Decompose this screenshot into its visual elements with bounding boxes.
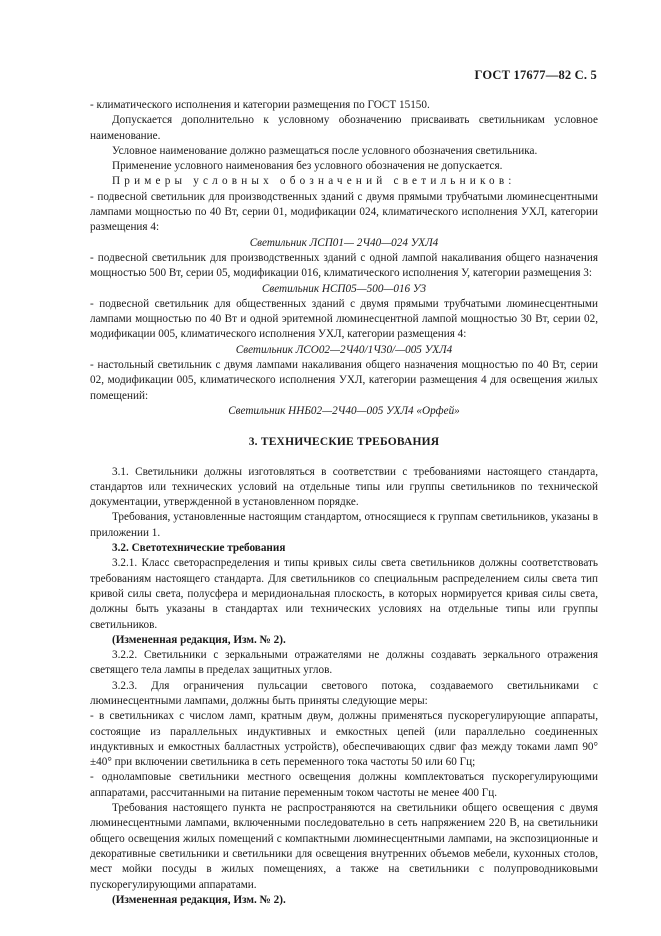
example-text: - настольный светильник с двумя лампами накаливания общего назначения мощностью по 40 Вт, серии 02, модификации 005, климатического исполнения УХЛ, категории размещения 4 для освещения жилых помещений: bbox=[90, 359, 598, 402]
paragraph: Допускается дополнительно к условному обозначению присваивать светильникам условное наименование. bbox=[90, 114, 598, 142]
example-text: - подвесной светильник для производственных зданий с одной лампой накаливания общего назначения мощностью 500 Вт, серии 05, модификации 016, климатического исполнения У, категории размещения 3: bbox=[90, 251, 598, 280]
paragraph: 3.2.1. Класс светораспределения и типы кривых силы света светильников должны соответствовать требованиям настоящего стандарта. Для светильников со специальным распределением силы света тип кривой силы света, полусфера и меридиональная плоскость, в которых нормируется кривая силы света, должны быть указаны в стандартах или технических условиях на отдельные типы или группы светильников. bbox=[90, 557, 598, 631]
examples-heading: Примеры условных обозначений светильников: bbox=[112, 175, 516, 188]
example-text: - подвесной светильник для общественных зданий с двумя прямыми трубчатыми люминесцентными лампами мощностью по 40 Вт и одной эритемной люминесцентной лампой мощностью 30 Вт, серии 02, модификации 005, климатического исполнения УХЛ, категории размещения 4: bbox=[90, 297, 598, 341]
paragraph: Требования, установленные настоящим стандартом, относящиеся к группам светильников, указаны в приложении 1. bbox=[90, 511, 598, 539]
example-formula: Светильник ЛСП01— 2Ч40—024 УХЛ4 bbox=[249, 236, 439, 249]
paragraph: 3.2.2. Светильники с зеркальными отражателями не должны создавать зеркального отражения светящего тела лампы в пределах защитных углов. bbox=[90, 649, 598, 677]
example-formula: Светильник НСП05—500—016 У3 bbox=[261, 282, 427, 295]
amendment-note: (Измененная редакция, Изм. № 2). bbox=[112, 893, 286, 906]
paragraph: Условное наименование должно размещаться после условного обозначения светильника. bbox=[112, 144, 538, 157]
paragraph: Требования настоящего пункта не распространяются на светильники общего освещения с двумя люминесцентными лампами, включенными последовательно в сеть напряжением 220 В, на светильники общего освещения жилых помещений с компактными люминесцентными лампами, на экспозиционные и декоративные светильники и светильники для освещения внутренних объемов мебели, кухонных столов, мест мойки посуды в жилых помещениях, а также на светильники с полупроводниковыми пускорегулирующими аппаратами. bbox=[90, 802, 598, 891]
amendment-note: (Измененная редакция, Изм. № 2). bbox=[112, 633, 286, 646]
example-formula: Светильник ННБ02—2Ч40—005 УХЛ4 «Орфей» bbox=[228, 404, 460, 417]
page-header: ГОСТ 17677—82 С. 5 bbox=[474, 68, 597, 82]
example-text: - подвесной светильник для производственных зданий с двумя прямыми трубчатыми люминесцентными лампами мощностью по 40 Вт, серии 01, модификации 024, климатического исполнения УХЛ, категории размещения 4: bbox=[90, 190, 598, 234]
section-title: 3. ТЕХНИЧЕСКИЕ ТРЕБОВАНИЯ bbox=[248, 436, 440, 449]
subsection-heading: 3.2. Светотехнические требования bbox=[112, 542, 286, 555]
paragraph: 3.2.3. Для ограничения пульсации светового потока, создаваемого светильниками с люминесцентными лампами, должны быть приняты следующие меры: bbox=[90, 679, 598, 707]
paragraph: - в светильниках с числом ламп, кратным двум, должны применяться пускорегулирующие аппараты, состоящие из параллельных индуктивных и емкостных цепей (или параллельно соединенных индуктивных и емкостных балластных устройств), обеспечивающих сдвиг фаз между токами ламп 90°±40° при включении светильника в сеть переменного тока частоты 50 или 60 Гц; bbox=[90, 710, 598, 769]
paragraph: - климатического исполнения и категории размещения по ГОСТ 15150. bbox=[90, 99, 430, 111]
paragraph: 3.1. Светильники должны изготовляться в соответствии с требованиями настоящего стандарта, стандартов или технических условий на отдельные типы или группы светильников по технической документации, утвержденной в установленном порядке. bbox=[90, 465, 598, 509]
document-body bbox=[90, 98, 598, 908]
example-formula: Светильник ЛСО02—2Ч40/1Ч30/—005 УХЛ4 bbox=[235, 343, 453, 356]
paragraph: Применение условного наименования без условного обозначения не допускается. bbox=[112, 160, 503, 173]
paragraph: - одноламповые светильники местного освещения должны комплектоваться пускорегулирующими аппаратами, рассчитанными на питание переменным током частоты не менее 400 Гц. bbox=[90, 771, 598, 799]
